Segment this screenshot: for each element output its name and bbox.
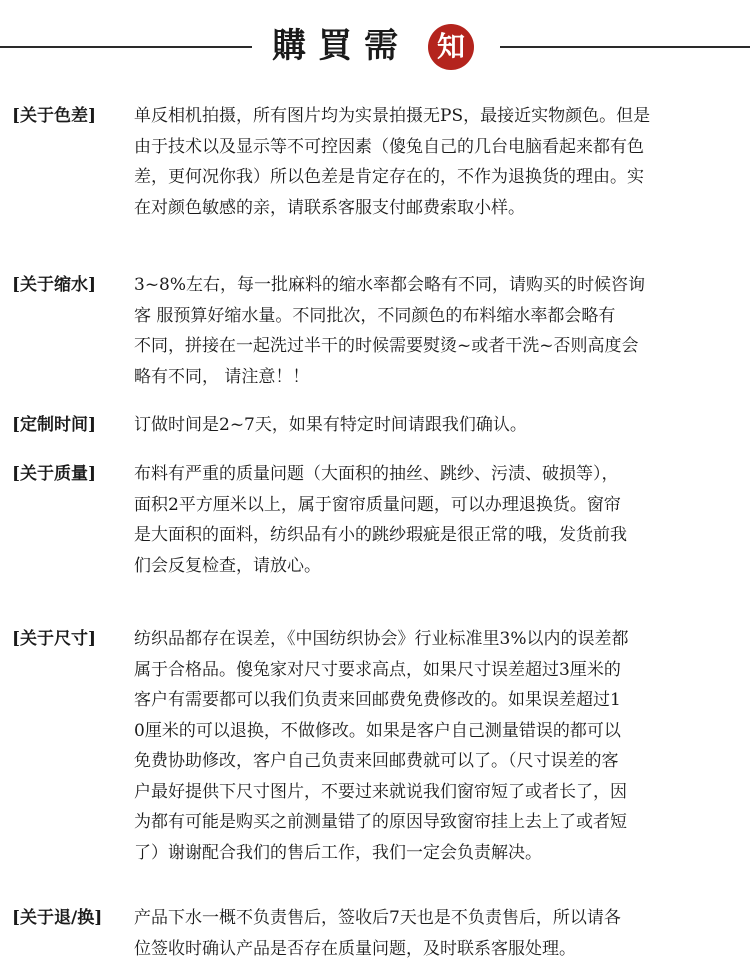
section-label: [关于色差]: [12, 106, 97, 126]
section-body: 产品下水一概不负责售后，签收后7天也是不负责售后，所以请各 位签收时确认产品是否存在质量问题，及时联系客服处理。: [134, 908, 621, 959]
section-body: 3~8%左右，每一批麻料的缩水率都会略有不同，请购买的时候咨询 客 服预算好缩水量。不同批次，不同颜色的布料缩水率都会略有 不同，拼接在一起洗过半干的时候需要熨烫~或者干洗~否则高度会 略有不同， 请注意！！: [134, 275, 646, 387]
header-title: 購買需: [272, 26, 410, 66]
page-header: [0, 22, 750, 72]
section-label: [关于质量]: [12, 464, 97, 484]
section-label: [关于退/换]: [12, 908, 103, 928]
section-body: 布料有严重的质量问题（大面积的抽丝、跳纱、污渍、破损等）， 面积2平方厘米以上，属于窗帘质量问题，可以办理退换货。窗帘 是大面积的面料，纺织品有小的跳纱瑕疵是很正常的哦，发货前我 们会反复检查，请放心。: [134, 464, 627, 576]
header-seal: 知: [428, 24, 474, 70]
section-label: [关于缩水]: [12, 275, 97, 295]
section-label: [关于尺寸]: [12, 629, 97, 649]
section-body: 纺织品都存在误差，《中国纺织协会》行业标准里3%以内的误差都 属于合格品。傻兔家对尺寸要求高点，如果尺寸误差超过3厘米的 客户有需要都可以我们负责来回邮费免费修改的。如果误差超过1 0厘米的可以退换，不做修改。如果是客户自己测量错误的都可以 免费协助修改，客户自己负责来回邮费就可以了。（尺寸误差的客 户最好提供下尺寸图片，不要过来就说我们窗帘短了或者长了，因 为都有可能是购买之前测量错了的原因导致窗帘挂上去上了或者短 了）谢谢配合我们的售后工作，我们一定会负责解决。: [134, 629, 629, 863]
section-body: 单反相机拍摄，所有图片均为实景拍摄无PS，最接近实物颜色。但是 由于技术以及显示等不可控因素（傻兔自己的几台电脑看起来都有色 差，更何况你我）所以色差是肯定存在的，不作为退换货的理由。实 在对颜色敏感的亲，请联系客服支付邮费索取小样。: [134, 106, 651, 218]
section-label: [定制时间]: [12, 415, 97, 435]
section-body: 订做时间是2~7天，如果有特定时间请跟我们确认。: [134, 415, 527, 435]
header-right-rule: [500, 46, 750, 48]
header-left-rule: [0, 46, 252, 48]
